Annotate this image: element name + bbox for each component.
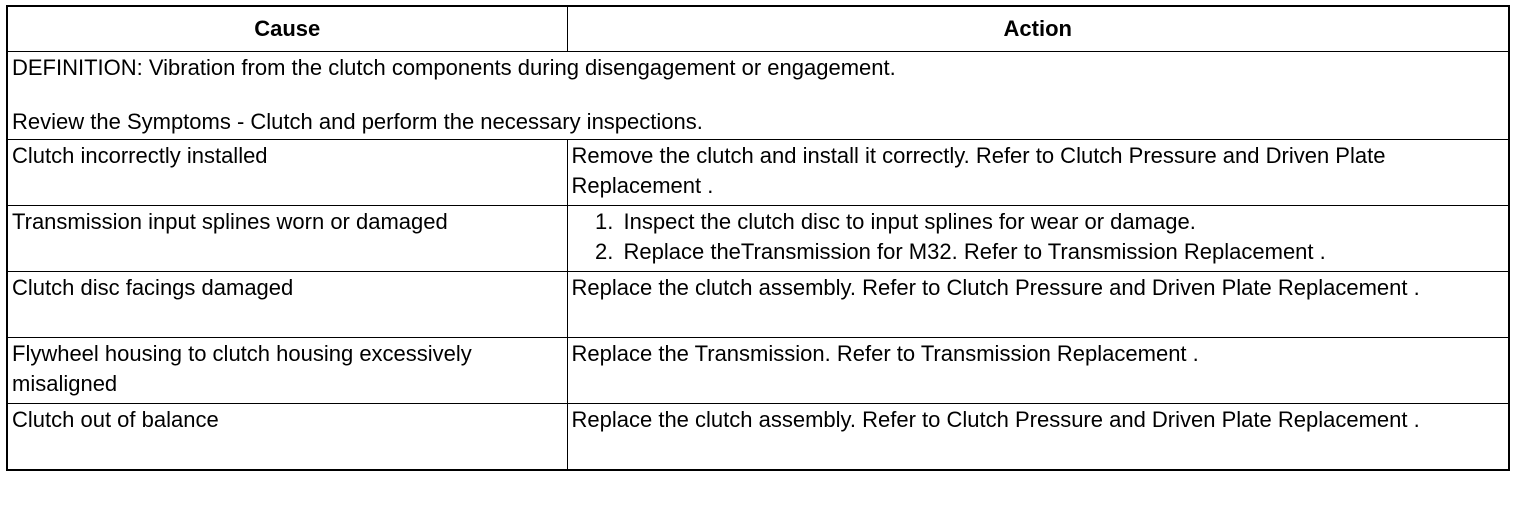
cause-cell: Clutch out of balance bbox=[7, 404, 567, 471]
definition-text: DEFINITION: Vibration from the clutch components during disengagement or engagement. bbox=[12, 55, 896, 80]
action-cell bbox=[567, 206, 1509, 272]
diagnostic-table bbox=[6, 5, 1510, 471]
table-row bbox=[7, 206, 1509, 272]
table-row bbox=[7, 338, 1509, 404]
review-text: Review the Symptoms - Clutch and perform the necessary inspections. bbox=[12, 109, 703, 134]
table-row bbox=[7, 404, 1509, 471]
header-cause: Cause bbox=[7, 6, 567, 52]
definition-cell bbox=[7, 52, 1509, 140]
cause-cell: Transmission input splines worn or damaged bbox=[7, 206, 567, 272]
action-cell: Remove the clutch and install it correctly. Refer to Clutch Pressure and Driven Plate Replacement . bbox=[567, 140, 1509, 206]
header-action: Action bbox=[567, 6, 1509, 52]
action-steps-list bbox=[572, 207, 1505, 267]
action-cell: Replace the clutch assembly. Refer to Clutch Pressure and Driven Plate Replacement . bbox=[567, 404, 1509, 471]
action-cell: Replace the clutch assembly. Refer to Clutch Pressure and Driven Plate Replacement . bbox=[567, 272, 1509, 338]
cause-cell: Flywheel housing to clutch housing excessively misaligned bbox=[7, 338, 567, 404]
definition-row bbox=[7, 52, 1509, 140]
cause-cell: Clutch incorrectly installed bbox=[7, 140, 567, 206]
action-cell: Replace the Transmission. Refer to Transmission Replacement . bbox=[567, 338, 1509, 404]
action-step: 1. Inspect the clutch disc to input splines for wear or damage. bbox=[620, 207, 1505, 237]
header-row bbox=[7, 6, 1509, 52]
action-step: 2. Replace theTransmission for M32. Refer to Transmission Replacement . bbox=[620, 237, 1505, 267]
table-row bbox=[7, 140, 1509, 206]
table-row bbox=[7, 272, 1509, 338]
document bbox=[6, 5, 1508, 471]
cause-cell: Clutch disc facings damaged bbox=[7, 272, 567, 338]
